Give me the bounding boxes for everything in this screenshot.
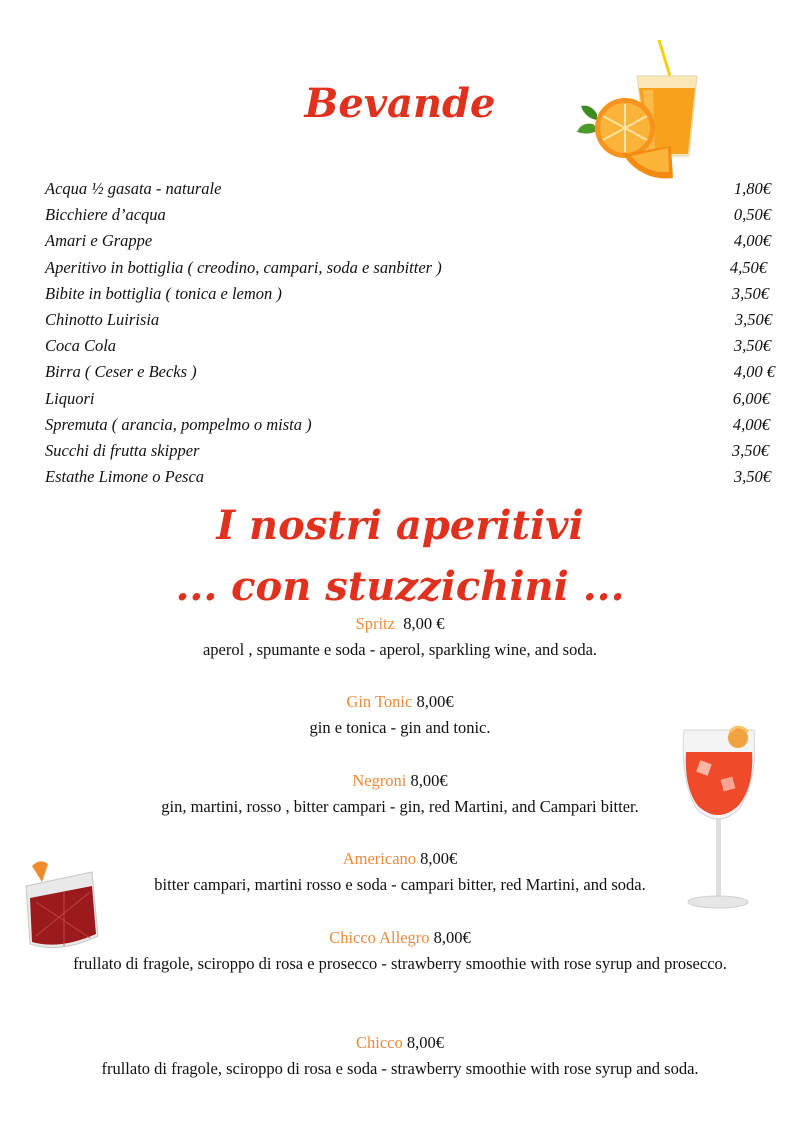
drink-name: Birra ( Ceser e Becks ): [45, 362, 197, 382]
drink-price: 3,50€: [734, 309, 772, 329]
drink-price: 4,00€: [733, 231, 771, 251]
drink-name: Aperitivo in bottiglia ( creodino, campari, soda e sanbitter ): [45, 257, 442, 277]
drink-name: Liquori: [45, 388, 95, 408]
list-item: [45, 228, 775, 254]
aperitivo-price: 8,00€: [410, 771, 448, 790]
drink-price: 0,50€: [733, 205, 771, 225]
list-item: [45, 176, 775, 202]
aperitivo-description: gin e tonica - gin and tonic.: [309, 718, 491, 737]
aperitivi-title: I nostri aperitivi: [216, 502, 584, 549]
drink-price: 4,00€: [732, 414, 770, 434]
bevande-list: [45, 176, 775, 490]
drink-price: 3,50€: [733, 336, 771, 356]
drink-name: Coca Cola: [45, 336, 117, 356]
list-item: [45, 359, 775, 385]
drink-name: Acqua ½ gasata - naturale: [45, 179, 222, 198]
list-item: [45, 333, 775, 359]
drink-name: Estathe Limone o Pesca: [45, 467, 205, 487]
aperitivo-price: 8,00€: [433, 928, 471, 947]
drink-price: 3,50€: [731, 283, 769, 303]
aperitivo-name: Spritz: [355, 614, 395, 633]
aperitivo-description: gin, martini, rosso , bitter campari - gin, red Martini, and Campari bitter.: [161, 797, 639, 816]
drink-name: Chinotto Luirisia: [45, 309, 160, 329]
list-item: [45, 412, 775, 438]
drink-name: Succhi di frutta skipper: [45, 440, 200, 460]
drink-price: 1,80€: [733, 179, 771, 198]
drink-price: 4,50€: [729, 257, 767, 277]
aperitivo-price: 8,00 €: [403, 614, 445, 633]
drink-price: 3,50€: [733, 467, 771, 487]
aperitivo-description: aperol , spumante e soda - aperol, sparkling wine, and soda.: [202, 640, 598, 659]
aperitivo-description: frullato di fragole, sciroppo di rosa e prosecco - strawberry smoothie with rose syrup and prosecco.: [73, 954, 727, 973]
drink-name: Bicchiere d’acqua: [45, 205, 166, 225]
aperitivo-item: [20, 1031, 780, 1082]
drink-name: Spremuta ( arancia, pompelmo o mista ): [45, 414, 312, 434]
drink-name: Bibite in bottiglia ( tonica e lemon ): [45, 283, 282, 303]
drink-price: 6,00€: [732, 388, 770, 408]
list-item: [45, 255, 775, 281]
list-item: [45, 464, 775, 490]
negroni-tumbler-icon: [16, 858, 104, 950]
spritz-wine-glass-icon: [678, 718, 760, 912]
aperitivo-description: bitter campari, martini rosso e soda - campari bitter, red Martini, and soda.: [154, 875, 646, 894]
drink-name: Amari e Grappe: [45, 231, 153, 251]
aperitivo-price: 8,00€: [406, 1033, 444, 1052]
aperitivo-name: Negroni: [352, 771, 407, 790]
aperitivo-name: Chicco: [356, 1033, 403, 1052]
aperitivo-item: [20, 847, 780, 898]
aperitivo-item: [20, 769, 780, 820]
list-item: [45, 202, 775, 228]
aperitivo-description: frullato di fragole, sciroppo di rosa e soda - strawberry smoothie with rose syrup and soda.: [101, 1059, 699, 1078]
list-item: [45, 386, 775, 412]
orange-juice-glass-icon: [575, 36, 710, 184]
drink-price: 4,00 €: [733, 362, 775, 382]
aperitivo-item: [20, 612, 780, 663]
aperitivo-name: Gin Tonic: [346, 692, 413, 711]
aperitivo-item: [20, 926, 780, 977]
list-item: [45, 438, 775, 464]
aperitivo-price: 8,00€: [420, 849, 458, 868]
aperitivo-item: [20, 690, 780, 741]
bevande-title: Bevande: [304, 80, 496, 127]
aperitivo-name: Americano: [342, 849, 417, 868]
aperitivo-name: Chicco Allegro: [329, 928, 430, 947]
list-item: [45, 281, 775, 307]
list-item: [45, 307, 775, 333]
drink-price: 3,50€: [731, 440, 769, 460]
stuzzichini-subtitle: ... con stuzzichini ...: [175, 563, 625, 610]
aperitivo-price: 8,00€: [416, 692, 454, 711]
